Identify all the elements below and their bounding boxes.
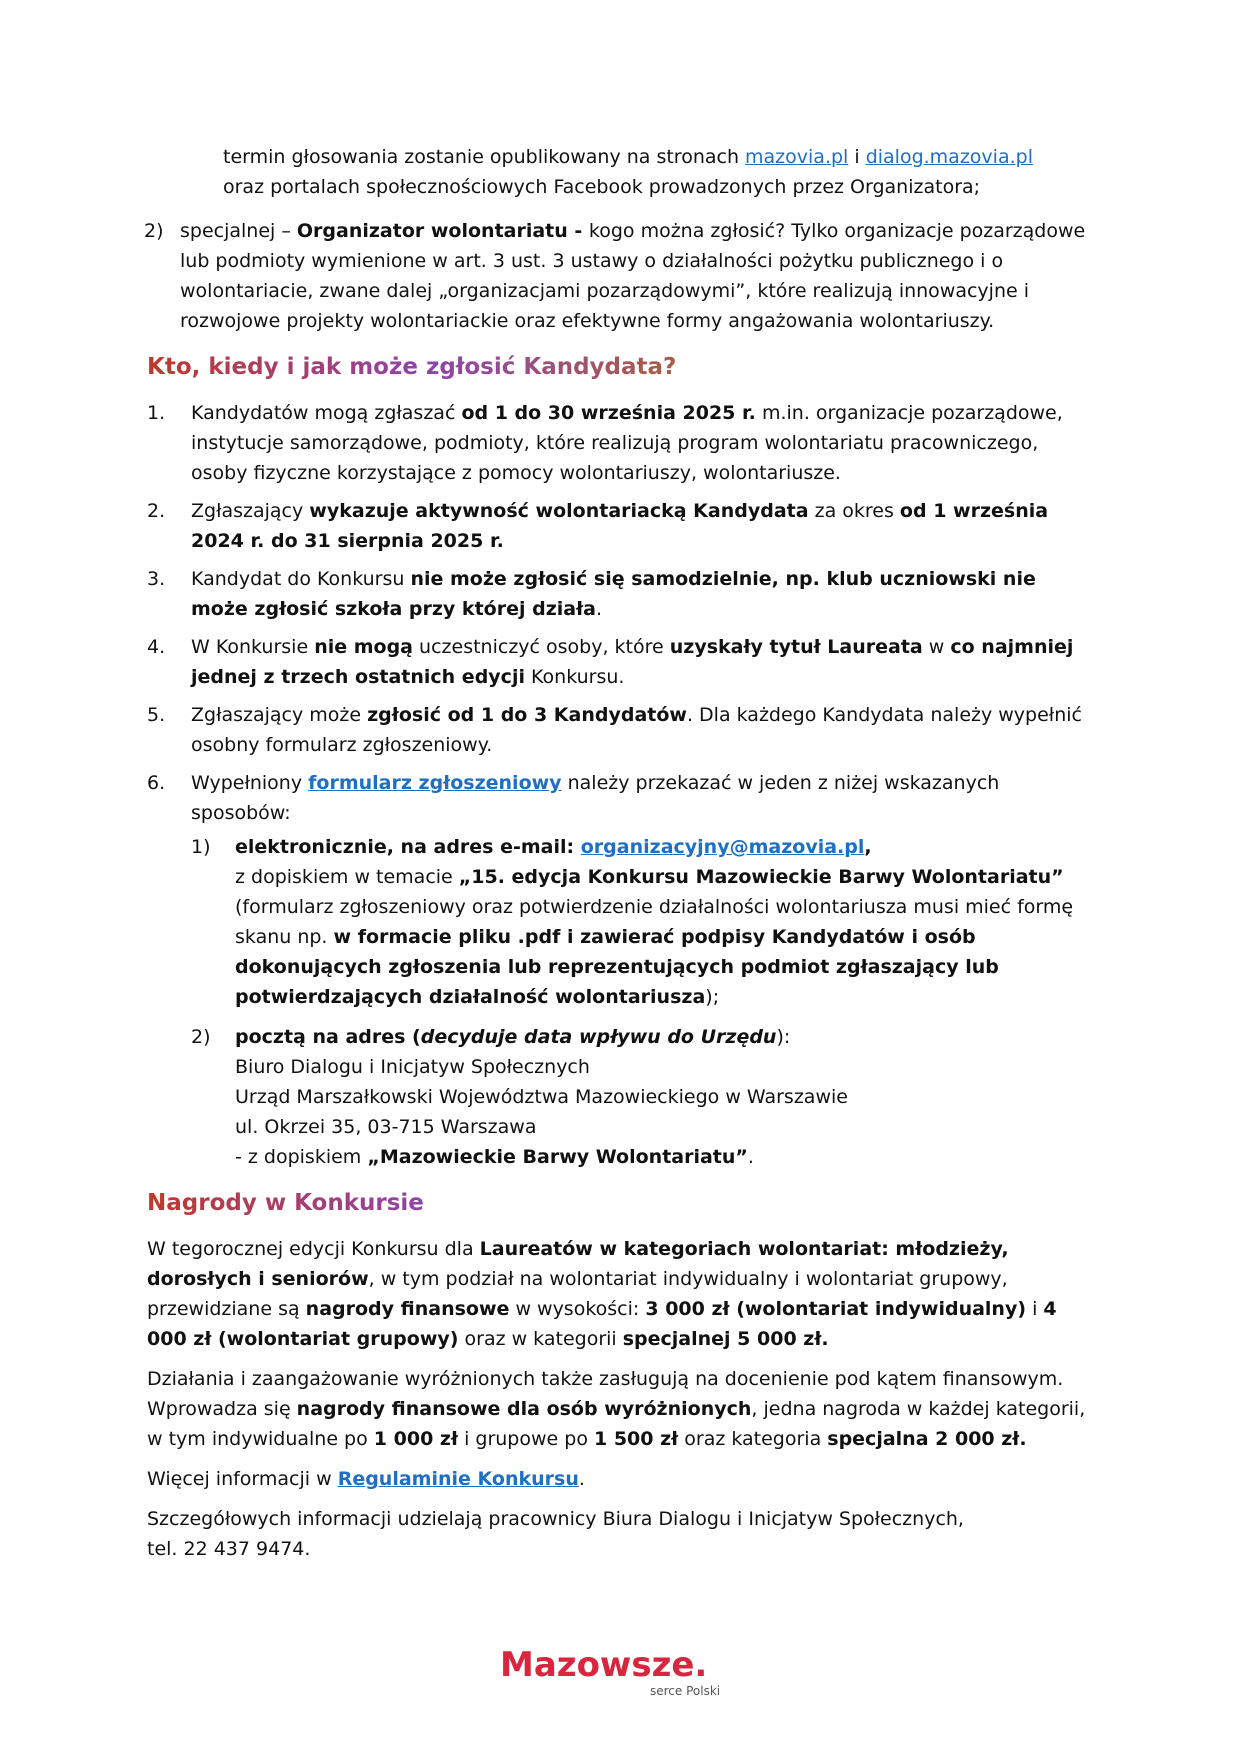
text: i <box>848 146 866 168</box>
bold-italic-text: decyduje data wpływu do Urzędu <box>420 1026 777 1048</box>
address-line: Biuro Dialogu i Inicjatyw Społecznych <box>235 1056 590 1078</box>
bold-text: Laureatów w kategoriach wolontariat: młodzieży, dorosłych i seniorów <box>147 1238 1009 1290</box>
text: - z dopiskiem <box>235 1146 368 1168</box>
address-line: ul. Okrzei 35, 03-715 Warszawa <box>235 1116 537 1138</box>
text: i grupowe po <box>458 1428 594 1450</box>
text: (formularz zgłoszeniowy oraz potwierdzenie działalności wolontariusza musi mieć formę skanu np. <box>235 896 1074 948</box>
text: W tegorocznej edycji Konkursu dla <box>147 1238 480 1260</box>
bold-text: pocztą na adres ( <box>235 1026 421 1048</box>
item-number: 1) <box>191 836 211 858</box>
bold-text: , <box>864 836 872 858</box>
section-heading-who: Kto, kiedy i jak może zgłosić Kandydata? <box>147 350 1097 384</box>
phone-number: tel. 22 437 9474. <box>147 1538 311 1560</box>
bold-text: uzyskały tytuł Laureata <box>669 636 923 658</box>
item-number: 5. <box>147 704 166 726</box>
item-number: 4. <box>147 636 166 658</box>
item-number: 6. <box>147 772 166 794</box>
distinction-paragraph <box>147 1364 1097 1454</box>
text: oraz kategoria <box>678 1428 828 1450</box>
list-item-1-continuation <box>223 142 1097 202</box>
list-item <box>147 700 1097 760</box>
logo-tagline: serce Polski <box>650 1684 721 1698</box>
text: , w tym podział na wolontariat indywidualny i wolontariat grupowy, przewidziane są <box>147 1268 1008 1320</box>
bold-text: co najmniej jednej z trzech ostatnich edycji <box>191 636 1074 688</box>
bold-text: wykazuje aktywność wolontariacką Kandydata <box>309 500 809 522</box>
text: Wypełniony <box>191 772 309 794</box>
text: . <box>578 1468 585 1490</box>
text: ): <box>776 1026 791 1048</box>
text: Działania i zaangażowanie wyróżnionych także zasługują na docenienie pod kątem finansowym. Wprowadza się <box>147 1368 1064 1420</box>
bold-text: 4 000 zł (wolontariat grupowy) <box>147 1298 1057 1350</box>
list-item <box>147 768 1097 828</box>
text: . <box>747 1146 754 1168</box>
bold-text: Organizator wolontariatu - <box>296 220 589 242</box>
dialog-mazovia-link[interactable]: dialog.mazovia.pl <box>865 146 1033 168</box>
bold-text: „15. edycja Konkursu Mazowieckie Barwy Wolontariatu” <box>458 866 1064 888</box>
text: uczestniczyć osoby, które <box>413 636 670 658</box>
mazowsze-logo <box>500 1640 740 1700</box>
item-text <box>191 700 1097 760</box>
text: Konkursu. <box>524 666 625 688</box>
address-line: Urząd Marszałkowski Województwa Mazowieckiego w Warszawie <box>235 1086 848 1108</box>
prizes-paragraph <box>147 1234 1097 1354</box>
bold-text: w formacie pliku .pdf i zawierać podpisy Kandydatów i osób dokonujących zgłoszenia lub reprezentujących podmiot zgłaszający lub potwierdzających działalność wolontariusza <box>235 926 999 1008</box>
numbered-list <box>147 398 1097 828</box>
item-text <box>180 216 1097 336</box>
text: Szczegółowych informacji udzielają pracownicy Biura Dialogu i Inicjatyw Społecznych, <box>147 1508 964 1530</box>
bold-text: 1 000 zł <box>373 1428 459 1450</box>
item-number: 3. <box>147 568 166 590</box>
bold-text: nagrody finansowe <box>305 1298 510 1320</box>
item-text <box>191 496 1097 556</box>
item-text <box>191 632 1097 692</box>
list-item <box>147 496 1097 556</box>
text: Kandydatów mogą zgłaszać <box>191 402 462 424</box>
item-text <box>235 1022 1097 1172</box>
list-item <box>147 398 1097 488</box>
text: Zgłaszający może <box>191 704 368 726</box>
bold-text: od 1 do 30 września 2025 r. <box>461 402 756 424</box>
bold-text: specjalnej 5 000 zł. <box>622 1328 829 1350</box>
text: specjalnej – <box>180 220 297 242</box>
text: w <box>922 636 951 658</box>
text: ); <box>705 986 720 1008</box>
list-item <box>147 632 1097 692</box>
text: za okres <box>808 500 900 522</box>
text: z dopiskiem w temacie <box>235 866 459 888</box>
method-email <box>191 832 1097 1012</box>
item-number: 2) <box>191 1026 211 1048</box>
bold-text: nie może zgłosić się samodzielnie, np. klub uczniowski nie może zgłosić szkoła przy której działa <box>191 568 1036 620</box>
bold-text: „Mazowieckie Barwy Wolontariatu” <box>367 1146 748 1168</box>
item-text <box>235 832 1097 1012</box>
bold-text: od 1 września 2024 r. do 31 sierpnia 2025 r. <box>191 500 1049 552</box>
text: Kandydat do Konkursu <box>191 568 411 590</box>
bold-text: nagrody finansowe dla osób wyróżnionych <box>296 1398 752 1420</box>
item-number: 2. <box>147 500 166 522</box>
text: w wysokości: <box>509 1298 646 1320</box>
text: termin głosowania zostanie opublikowany na stronach <box>223 146 746 168</box>
application-form-link[interactable]: formularz zgłoszeniowy <box>308 772 562 794</box>
document-page <box>144 142 1097 1564</box>
email-link[interactable]: organizacyjny@mazovia.pl <box>580 836 865 858</box>
method-post <box>191 1022 1097 1172</box>
text: oraz portalach społecznościowych Facebook prowadzonych przez Organizatora; <box>223 176 981 198</box>
text: . <box>595 598 603 620</box>
bold-text: specjalna 2 000 zł. <box>827 1428 1027 1450</box>
submission-methods <box>191 832 1097 1172</box>
text: . Dla każdego Kandydata należy wypełnić osobny formularz zgłoszeniowy. <box>191 704 1082 756</box>
text: W Konkursie <box>191 636 315 658</box>
bold-text: nie mogą <box>314 636 414 658</box>
item-number: 1. <box>147 402 166 424</box>
item-text <box>191 768 1097 828</box>
more-info-paragraph <box>147 1464 1097 1494</box>
mazovia-link[interactable]: mazovia.pl <box>745 146 849 168</box>
bold-text: 1 500 zł <box>593 1428 679 1450</box>
text: m.in. organizacje pozarządowe, instytucje samorządowe, podmioty, które realizują program wolontariatu pracowniczego, osoby fizyczne korzystające z pomocy wolontariuszy, wolontariusze. <box>191 402 1063 484</box>
text: , jedna nagroda w każdej kategorii, w tym indywidualne po <box>147 1398 1086 1450</box>
section-heading-prizes: Nagrody w Konkursie <box>147 1186 1097 1220</box>
contact-paragraph <box>147 1504 1097 1564</box>
item-text <box>191 398 1097 488</box>
bold-text: zgłosić od 1 do 3 Kandydatów <box>367 704 687 726</box>
text: należy przekazać w jeden z niżej wskazanych sposobów: <box>191 772 1000 824</box>
list-item-2-special <box>144 216 1097 336</box>
list-item <box>147 564 1097 624</box>
text: oraz w kategorii <box>458 1328 623 1350</box>
text: i <box>1026 1298 1044 1320</box>
item-number: 2) <box>144 220 164 242</box>
text: Zgłaszający <box>191 500 310 522</box>
text: Więcej informacji w <box>147 1468 338 1490</box>
regulations-link[interactable]: Regulaminie Konkursu <box>337 1468 579 1490</box>
mazowsze-logo-graphic <box>500 1640 740 1700</box>
logo-wordmark: Mazowsze. <box>500 1645 708 1685</box>
item-text <box>191 564 1097 624</box>
text: kogo można zgłosić? Tylko organizacje pozarządowe lub podmioty wymienione w art. 3 ust. 3 ustawy o działalności pożytku publicznego i o wolontariacie, zwane dalej „organizacjami pozarządowymi”, które realizują innowacyjne i rozwojowe projekty wolontariackie oraz efektywne formy angażowania wolontariuszy. <box>180 220 1086 332</box>
bold-text: 3 000 zł (wolontariat indywidualny) <box>645 1298 1027 1320</box>
bold-text: elektronicznie, na adres e-mail: <box>235 836 581 858</box>
